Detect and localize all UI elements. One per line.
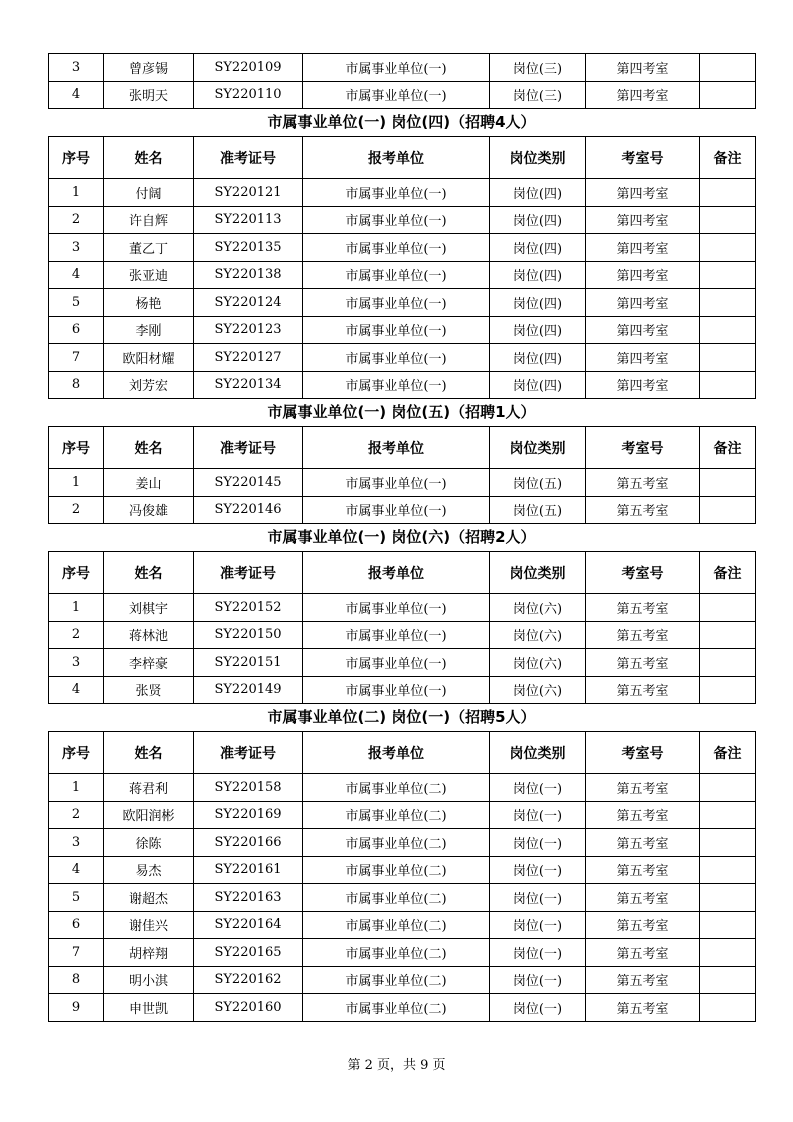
name-cell: 董乙丁 (104, 234, 194, 262)
seq-cell: 2 (49, 496, 104, 524)
section-table (48, 731, 756, 1022)
post-cell: 岗位(五) (490, 496, 586, 524)
table-row (49, 774, 756, 802)
unit-cell: 市属事业单位(一) (303, 621, 490, 649)
name-cell: 刘棋宇 (104, 594, 194, 622)
exam-id-cell: SY220124 (194, 289, 303, 317)
table-row (49, 884, 756, 912)
seq-cell: 1 (49, 179, 104, 207)
remark-cell (700, 621, 756, 649)
exam-id-cell: SY220163 (194, 884, 303, 912)
seq-header: 序号 (49, 732, 104, 774)
room-cell: 第四考室 (586, 81, 700, 109)
table-row (49, 344, 756, 372)
exam-id-cell: SY220113 (194, 206, 303, 234)
unit-cell: 市属事业单位(一) (303, 371, 490, 399)
remark-cell (700, 911, 756, 939)
seq-cell: 8 (49, 371, 104, 399)
unit-cell: 市属事业单位(一) (303, 81, 490, 109)
seq-cell: 4 (49, 856, 104, 884)
post-cell: 岗位(四) (490, 316, 586, 344)
room-header: 考室号 (586, 137, 700, 179)
room-cell: 第五考室 (586, 884, 700, 912)
unit-cell: 市属事业单位(一) (303, 54, 490, 82)
remark-cell (700, 774, 756, 802)
table-row (49, 939, 756, 967)
unit-cell: 市属事业单位(一) (303, 649, 490, 677)
room-cell: 第五考室 (586, 911, 700, 939)
seq-cell: 9 (49, 994, 104, 1022)
exam-id-cell: SY220123 (194, 316, 303, 344)
name-cell: 付阔 (104, 179, 194, 207)
room-cell: 第五考室 (586, 801, 700, 829)
table-row (49, 994, 756, 1022)
room-cell: 第五考室 (586, 594, 700, 622)
unit-cell: 市属事业单位(二) (303, 966, 490, 994)
unit-cell: 市属事业单位(一) (303, 261, 490, 289)
exam-id-cell: SY220152 (194, 594, 303, 622)
exam-id-cell: SY220134 (194, 371, 303, 399)
name-cell: 欧阳润彬 (104, 801, 194, 829)
sections-container (48, 109, 755, 1022)
room-cell: 第五考室 (586, 829, 700, 857)
post-header: 岗位类别 (490, 427, 586, 469)
unit-cell: 市属事业单位(二) (303, 994, 490, 1022)
post-cell: 岗位(六) (490, 621, 586, 649)
name-header: 姓名 (104, 732, 194, 774)
post-cell: 岗位(一) (490, 994, 586, 1022)
post-header: 岗位类别 (490, 552, 586, 594)
section-table (48, 426, 756, 524)
post-cell: 岗位(五) (490, 469, 586, 497)
table-row (49, 371, 756, 399)
unit-header: 报考单位 (303, 427, 490, 469)
post-cell: 岗位(一) (490, 911, 586, 939)
unit-cell: 市属事业单位(一) (303, 206, 490, 234)
remark-cell (700, 884, 756, 912)
name-cell: 易杰 (104, 856, 194, 884)
table-row (49, 469, 756, 497)
table-row (49, 496, 756, 524)
exam-id-cell: SY220151 (194, 649, 303, 677)
seq-cell: 6 (49, 316, 104, 344)
exam-id-header: 准考证号 (194, 427, 303, 469)
remark-cell (700, 54, 756, 82)
exam-id-header: 准考证号 (194, 137, 303, 179)
unit-cell: 市属事业单位(一) (303, 594, 490, 622)
exam-id-cell: SY220149 (194, 676, 303, 704)
post-cell: 岗位(四) (490, 234, 586, 262)
header-row (49, 137, 756, 179)
unit-header: 报考单位 (303, 552, 490, 594)
unit-cell: 市属事业单位(一) (303, 496, 490, 524)
table-row (49, 54, 756, 82)
exam-id-cell: SY220127 (194, 344, 303, 372)
name-cell: 蒋君利 (104, 774, 194, 802)
section-table (48, 551, 756, 704)
unit-cell: 市属事业单位(二) (303, 829, 490, 857)
remark-cell (700, 594, 756, 622)
seq-cell: 7 (49, 344, 104, 372)
post-cell: 岗位(一) (490, 856, 586, 884)
room-cell: 第四考室 (586, 234, 700, 262)
seq-header: 序号 (49, 552, 104, 594)
exam-id-cell: SY220160 (194, 994, 303, 1022)
exam-id-cell: SY220110 (194, 81, 303, 109)
name-cell: 杨艳 (104, 289, 194, 317)
room-cell: 第四考室 (586, 179, 700, 207)
name-cell: 谢超杰 (104, 884, 194, 912)
post-cell: 岗位(一) (490, 829, 586, 857)
seq-cell: 4 (49, 261, 104, 289)
name-cell: 张明天 (104, 81, 194, 109)
post-cell: 岗位(一) (490, 774, 586, 802)
seq-cell: 4 (49, 676, 104, 704)
table-row (49, 856, 756, 884)
room-cell: 第五考室 (586, 994, 700, 1022)
name-cell: 明小淇 (104, 966, 194, 994)
section-title: 市属事业单位(二) 岗位(一)（招聘5人） (267, 708, 536, 726)
remark-cell (700, 179, 756, 207)
section-title: 市属事业单位(一) 岗位(五)（招聘1人） (267, 403, 536, 421)
remark-cell (700, 994, 756, 1022)
room-cell: 第五考室 (586, 856, 700, 884)
post-header: 岗位类别 (490, 732, 586, 774)
header-row (49, 427, 756, 469)
seq-cell: 4 (49, 81, 104, 109)
page-footer: 第 2 页，共 9 页 (347, 1058, 446, 1073)
table-row (49, 621, 756, 649)
room-cell: 第四考室 (586, 344, 700, 372)
table-row (49, 179, 756, 207)
remark-header: 备注 (700, 137, 756, 179)
remark-cell (700, 469, 756, 497)
room-cell: 第五考室 (586, 676, 700, 704)
name-header: 姓名 (104, 137, 194, 179)
unit-cell: 市属事业单位(二) (303, 774, 490, 802)
remark-cell (700, 344, 756, 372)
seq-cell: 7 (49, 939, 104, 967)
post-cell: 岗位(四) (490, 344, 586, 372)
unit-cell: 市属事业单位(一) (303, 316, 490, 344)
table-row (49, 966, 756, 994)
unit-cell: 市属事业单位(一) (303, 676, 490, 704)
table-row (49, 261, 756, 289)
remark-cell (700, 371, 756, 399)
room-cell: 第四考室 (586, 261, 700, 289)
unit-cell: 市属事业单位(二) (303, 801, 490, 829)
seq-cell: 1 (49, 469, 104, 497)
exam-id-cell: SY220162 (194, 966, 303, 994)
seq-header: 序号 (49, 137, 104, 179)
seq-cell: 1 (49, 594, 104, 622)
post-cell: 岗位(四) (490, 261, 586, 289)
post-cell: 岗位(一) (490, 801, 586, 829)
post-cell: 岗位(四) (490, 371, 586, 399)
room-cell: 第四考室 (586, 206, 700, 234)
exam-id-cell: SY220135 (194, 234, 303, 262)
table-row (49, 289, 756, 317)
exam-id-cell: SY220158 (194, 774, 303, 802)
post-cell: 岗位(一) (490, 939, 586, 967)
exam-id-cell: SY220146 (194, 496, 303, 524)
room-cell: 第四考室 (586, 316, 700, 344)
exam-id-cell: SY220109 (194, 54, 303, 82)
table-row (49, 676, 756, 704)
section-title: 市属事业单位(一) 岗位(四)（招聘4人） (267, 113, 536, 131)
room-cell: 第五考室 (586, 469, 700, 497)
room-cell: 第五考室 (586, 774, 700, 802)
remark-cell (700, 801, 756, 829)
exam-id-cell: SY220161 (194, 856, 303, 884)
seq-cell: 3 (49, 829, 104, 857)
table-row (49, 649, 756, 677)
room-header: 考室号 (586, 427, 700, 469)
room-cell: 第四考室 (586, 54, 700, 82)
remark-header: 备注 (700, 427, 756, 469)
remark-cell (700, 856, 756, 884)
name-cell: 姜山 (104, 469, 194, 497)
continued-table-body (49, 54, 756, 109)
name-cell: 李刚 (104, 316, 194, 344)
post-cell: 岗位(一) (490, 884, 586, 912)
remark-cell (700, 829, 756, 857)
post-cell: 岗位(四) (490, 179, 586, 207)
exam-id-cell: SY220169 (194, 801, 303, 829)
post-cell: 岗位(四) (490, 289, 586, 317)
table-row (49, 911, 756, 939)
seq-cell: 3 (49, 54, 104, 82)
name-cell: 李梓豪 (104, 649, 194, 677)
name-cell: 张贤 (104, 676, 194, 704)
name-cell: 曾彦锡 (104, 54, 194, 82)
seq-cell: 2 (49, 801, 104, 829)
remark-cell (700, 496, 756, 524)
name-cell: 蒋林池 (104, 621, 194, 649)
post-cell: 岗位(六) (490, 649, 586, 677)
room-cell: 第五考室 (586, 496, 700, 524)
name-cell: 刘芳宏 (104, 371, 194, 399)
name-cell: 谢佳兴 (104, 911, 194, 939)
exam-id-cell: SY220138 (194, 261, 303, 289)
unit-cell: 市属事业单位(一) (303, 179, 490, 207)
unit-header: 报考单位 (303, 732, 490, 774)
room-cell: 第四考室 (586, 289, 700, 317)
remark-cell (700, 206, 756, 234)
remark-cell (700, 649, 756, 677)
seq-cell: 5 (49, 289, 104, 317)
seq-cell: 6 (49, 911, 104, 939)
unit-cell: 市属事业单位(一) (303, 469, 490, 497)
post-cell: 岗位(三) (490, 81, 586, 109)
seq-cell: 3 (49, 649, 104, 677)
post-cell: 岗位(四) (490, 206, 586, 234)
seq-cell: 2 (49, 621, 104, 649)
roster-document (48, 53, 755, 1022)
name-header: 姓名 (104, 552, 194, 594)
remark-header: 备注 (700, 552, 756, 594)
unit-cell: 市属事业单位(二) (303, 884, 490, 912)
unit-cell: 市属事业单位(二) (303, 856, 490, 884)
exam-id-cell: SY220164 (194, 911, 303, 939)
name-header: 姓名 (104, 427, 194, 469)
table-row (49, 234, 756, 262)
room-header: 考室号 (586, 552, 700, 594)
name-cell: 胡梓翔 (104, 939, 194, 967)
room-cell: 第四考室 (586, 371, 700, 399)
unit-cell: 市属事业单位(一) (303, 234, 490, 262)
name-cell: 张亚迪 (104, 261, 194, 289)
remark-cell (700, 676, 756, 704)
name-cell: 申世凯 (104, 994, 194, 1022)
room-cell: 第五考室 (586, 939, 700, 967)
post-header: 岗位类别 (490, 137, 586, 179)
exam-id-cell: SY220121 (194, 179, 303, 207)
seq-cell: 1 (49, 774, 104, 802)
section-title: 市属事业单位(一) 岗位(六)（招聘2人） (267, 528, 536, 546)
unit-cell: 市属事业单位(一) (303, 344, 490, 372)
name-cell: 徐陈 (104, 829, 194, 857)
post-cell: 岗位(一) (490, 966, 586, 994)
exam-id-cell: SY220165 (194, 939, 303, 967)
continued-table (48, 53, 756, 109)
room-cell: 第五考室 (586, 966, 700, 994)
exam-id-header: 准考证号 (194, 552, 303, 594)
remark-cell (700, 289, 756, 317)
unit-header: 报考单位 (303, 137, 490, 179)
remark-cell (700, 939, 756, 967)
table-row (49, 801, 756, 829)
unit-cell: 市属事业单位(二) (303, 911, 490, 939)
post-cell: 岗位(六) (490, 594, 586, 622)
name-cell: 许自辉 (104, 206, 194, 234)
table-row (49, 316, 756, 344)
seq-cell: 2 (49, 206, 104, 234)
exam-id-cell: SY220145 (194, 469, 303, 497)
unit-cell: 市属事业单位(二) (303, 939, 490, 967)
exam-id-cell: SY220150 (194, 621, 303, 649)
remark-cell (700, 261, 756, 289)
remark-cell (700, 81, 756, 109)
remark-cell (700, 966, 756, 994)
seq-cell: 8 (49, 966, 104, 994)
seq-header: 序号 (49, 427, 104, 469)
header-row (49, 732, 756, 774)
name-cell: 冯俊雄 (104, 496, 194, 524)
exam-id-cell: SY220166 (194, 829, 303, 857)
section-table (48, 136, 756, 399)
room-header: 考室号 (586, 732, 700, 774)
remark-header: 备注 (700, 732, 756, 774)
table-row (49, 829, 756, 857)
unit-cell: 市属事业单位(一) (303, 289, 490, 317)
room-cell: 第五考室 (586, 621, 700, 649)
table-row (49, 206, 756, 234)
seq-cell: 5 (49, 884, 104, 912)
table-row (49, 594, 756, 622)
name-cell: 欧阳材耀 (104, 344, 194, 372)
seq-cell: 3 (49, 234, 104, 262)
post-cell: 岗位(六) (490, 676, 586, 704)
remark-cell (700, 234, 756, 262)
post-cell: 岗位(三) (490, 54, 586, 82)
header-row (49, 552, 756, 594)
exam-id-header: 准考证号 (194, 732, 303, 774)
room-cell: 第五考室 (586, 649, 700, 677)
table-row (49, 81, 756, 109)
remark-cell (700, 316, 756, 344)
